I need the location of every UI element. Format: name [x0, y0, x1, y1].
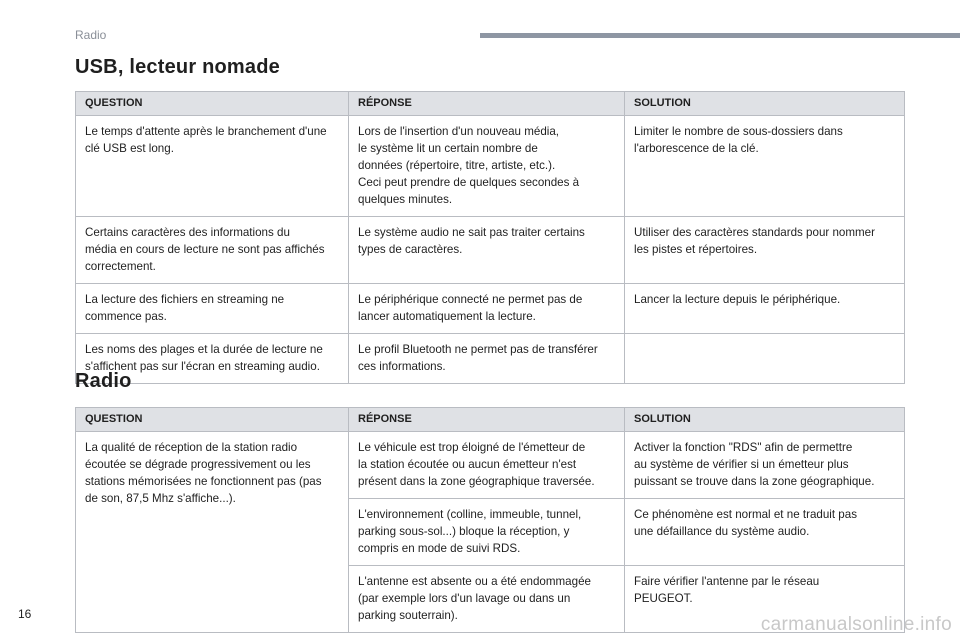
usb-troubleshooting-table	[75, 91, 905, 384]
question-cell: La lecture des fichiers en streaming ne commence pas.	[76, 284, 349, 334]
solution-cell: Lancer la lecture depuis le périphérique.	[625, 284, 905, 334]
question-cell: Le temps d'attente après le branchement d'une clé USB est long.	[76, 116, 349, 217]
table-row	[76, 217, 905, 284]
table-row	[76, 116, 905, 217]
solution-cell	[625, 334, 905, 384]
usb-section-title: USB, lecteur nomade	[75, 56, 280, 78]
column-header-question: QUESTION	[76, 92, 349, 116]
table-row	[76, 432, 905, 499]
column-header-solution: SOLUTION	[625, 408, 905, 432]
answer-cell: Le profil Bluetooth ne permet pas de transférer ces informations.	[349, 334, 625, 384]
answer-cell: L'antenne est absente ou a été endommagée (par exemple lors d'un lavage ou dans un parking souterrain).	[349, 566, 625, 633]
solution-cell: Activer la fonction "RDS" afin de permettre au système de vérifier si un émetteur plus puissant se trouve dans la zone géographique.	[625, 432, 905, 499]
column-header-answer: RÉPONSE	[349, 408, 625, 432]
solution-cell: Ce phénomène est normal et ne traduit pas une défaillance du système audio.	[625, 499, 905, 566]
solution-cell: Limiter le nombre de sous-dossiers dans l'arborescence de la clé.	[625, 116, 905, 217]
column-header-solution: SOLUTION	[625, 92, 905, 116]
answer-cell: Le périphérique connecté ne permet pas de lancer automatiquement la lecture.	[349, 284, 625, 334]
column-header-answer: RÉPONSE	[349, 92, 625, 116]
question-cell: Les noms des plages et la durée de lecture ne s'affichent pas sur l'écran en streaming audio.	[76, 334, 349, 384]
page-header-section: Radio	[75, 28, 107, 42]
table-header-row	[76, 92, 905, 116]
question-cell: Certains caractères des informations du média en cours de lecture ne sont pas affichés correctement.	[76, 217, 349, 284]
answer-cell: L'environnement (colline, immeuble, tunnel, parking sous-sol...) bloque la réception, y compris en mode de suivi RDS.	[349, 499, 625, 566]
radio-section-title: Radio	[75, 370, 132, 392]
question-cell: La qualité de réception de la station radio écoutée se dégrade progressivement ou les stations mémorisées ne fonctionnent pas (pas de son, 87,5 Mhz s'affiche...).	[76, 432, 349, 633]
column-header-question: QUESTION	[76, 408, 349, 432]
page-number: 16	[18, 607, 32, 621]
solution-cell: Faire vérifier l'antenne par le réseau PEUGEOT.	[625, 566, 905, 633]
answer-cell: Le système audio ne sait pas traiter certains types de caractères.	[349, 217, 625, 284]
answer-cell: Lors de l'insertion d'un nouveau média, le système lit un certain nombre de données (répertoire, titre, artiste, etc.). Ceci peut prendre de quelques secondes à quelques minutes.	[349, 116, 625, 217]
watermark-text: carmanualsonline.info	[760, 614, 952, 635]
solution-cell: Utiliser des caractères standards pour nommer les pistes et répertoires.	[625, 217, 905, 284]
table-row	[76, 284, 905, 334]
table-header-row	[76, 408, 905, 432]
header-bar	[480, 33, 960, 38]
radio-troubleshooting-table	[75, 407, 905, 633]
table-row	[76, 334, 905, 384]
answer-cell: Le véhicule est trop éloigné de l'émetteur de la station écoutée ou aucun émetteur n'est présent dans la zone géographique traversée.	[349, 432, 625, 499]
